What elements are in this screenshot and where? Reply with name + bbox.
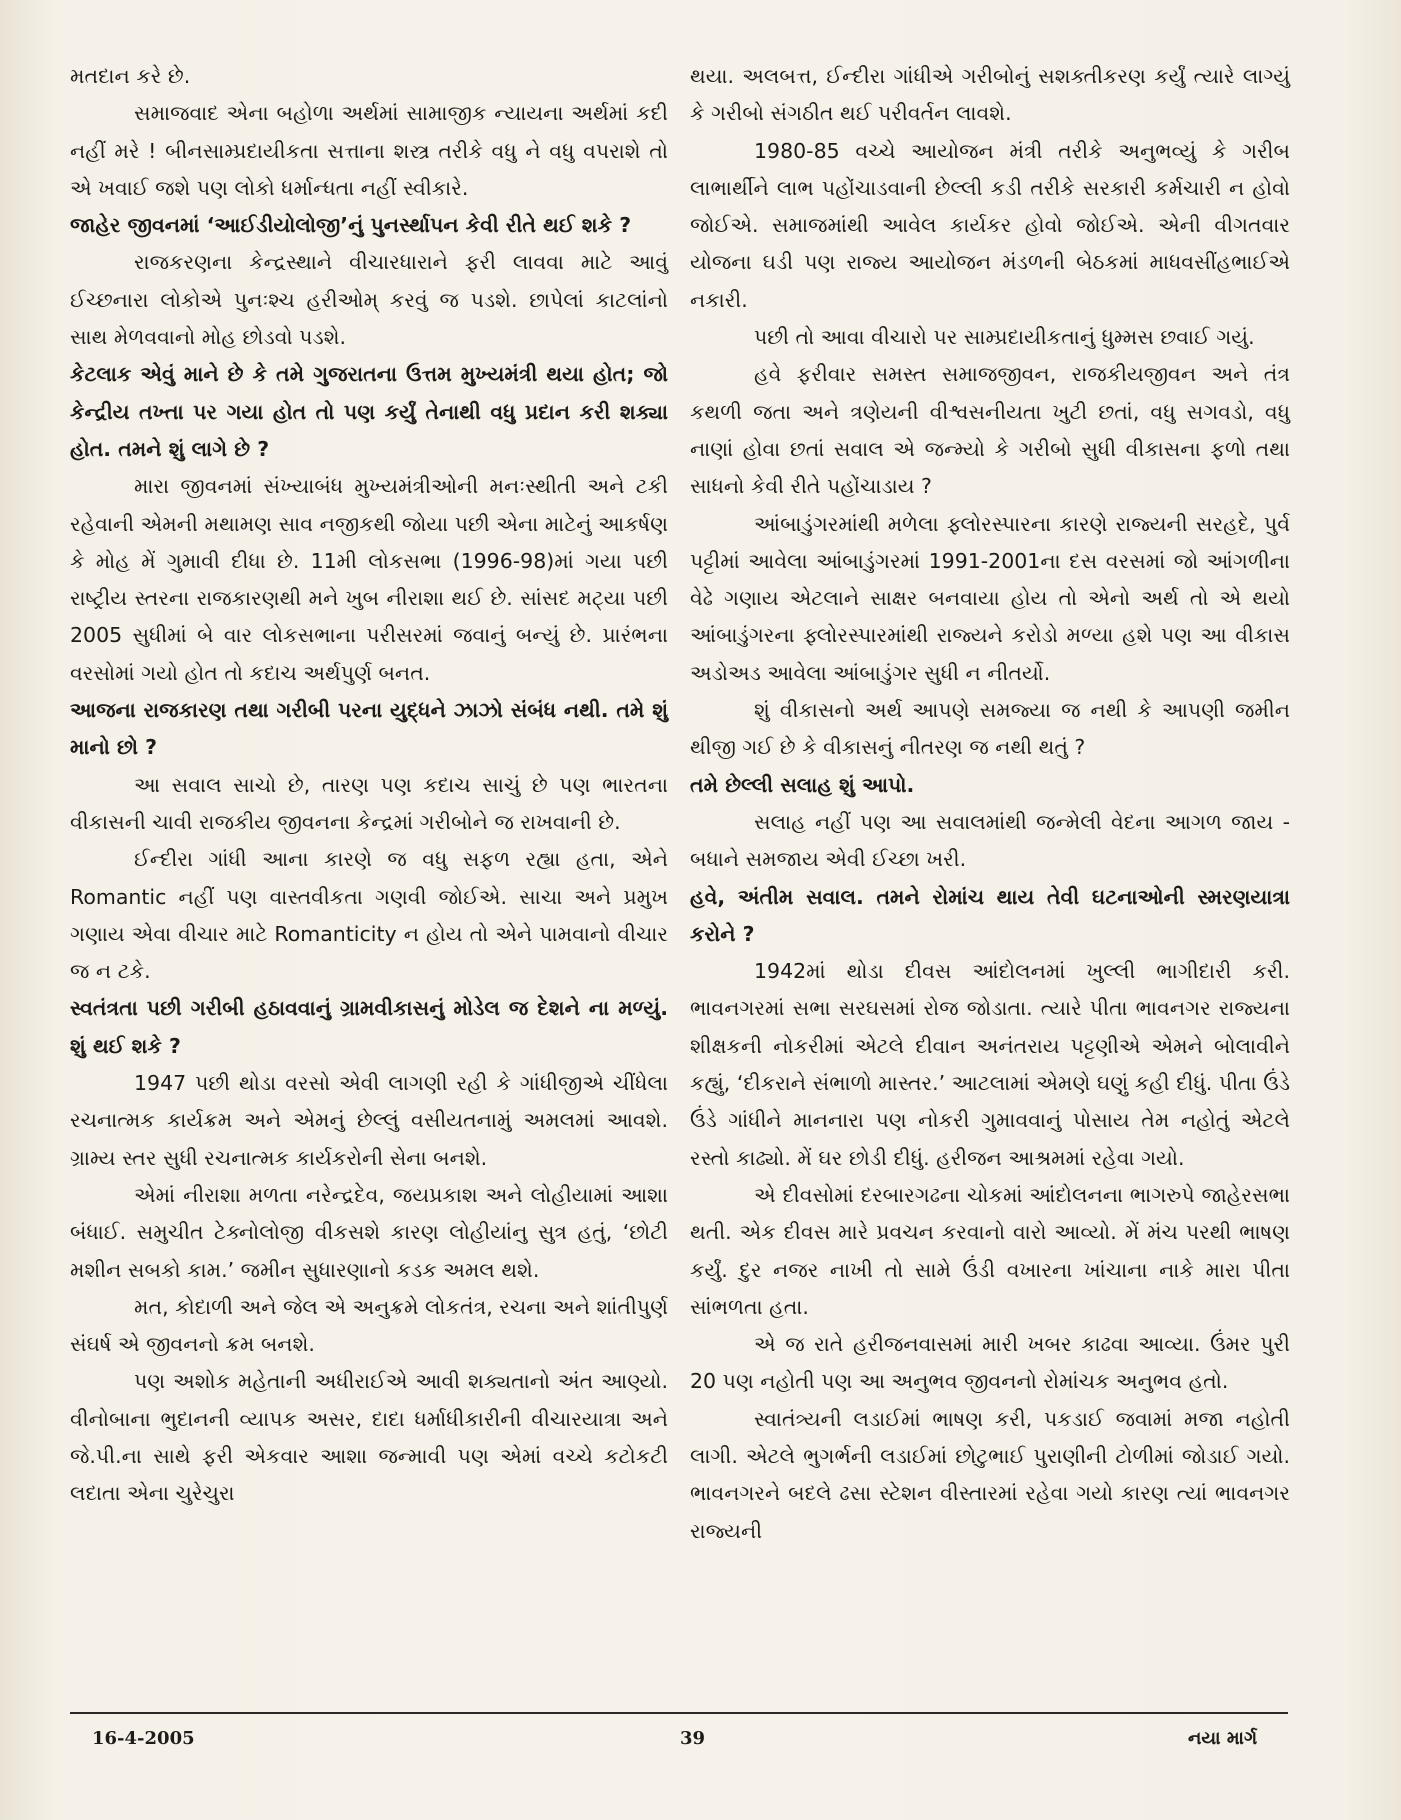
answer-paragraph: એ જ રાતે હરીજનવાસમાં મારી ખબર કાઢવા આવ્યા. ઉંમર પુરી 20 પણ નહોતી પણ આ અનુભવ જીવનનો રોમાંચક અનુભવ હતો. — [690, 1332, 1290, 1394]
answer-paragraph: 1942માં થોડા દીવસ આંદોલનમાં ખુલ્લી ભાગીદારી કરી. ભાવનગરમાં સભા સરઘસમાં રોજ જોડાતા. ત્યારે પીતા ભાવનગર રાજ્યના શીક્ષકની નોકરીમાં એટલે દીવાન અનંતરાય પટ્ટણીએ એમને બોલાવીને કહ્યું, ‘દીકરાને સંભાળો માસ્તર.’ આટલામાં એમણે ઘણું કહી દીધું. પીતા ઉંડે ઉંડે ગાંધીને માનનારા પણ નોકરી ગુમાવવાનું પોસાય તેમ નહોતું એટલે રસ્તો કાઢ્યો. મેં ઘર છોડી દીધું. હરીજન આશ્રમમાં રહેવા ગયો. — [690, 959, 1290, 1170]
answer-paragraph: પછી તો આવા વીચારો પર સામ્પ્રદાયીકતાનું ધુમ્મસ છવાઈ ગયું. — [754, 325, 1255, 350]
interview-question: સ્વતંત્રતા પછી ગરીબી હઠાવવાનું ગ્રામવીકાસનું મોડેલ જ દેશને ના મળ્યું. શું થઈ શકે ? — [70, 996, 668, 1058]
answer-paragraph: એ દીવસોમાં દરબારગઢના ચોકમાં આંદોલનના ભાગરુપે જાહેરસભા થતી. એક દીવસ મારે પ્રવચન કરવાનો વારો આવ્યો. મેં મંચ પરથી ભાષણ કર્યું. દુર નજર નાખી તો સામે ઉંડી વખારના ખાંચાના નાકે મારા પીતા સાંભળતા હતા. — [690, 1182, 1290, 1319]
interview-question: આજના રાજકારણ તથા ગરીબી પરના યુદ્ધને ઝાઝો સંબંધ નથી. તમે શું માનો છો ? — [70, 698, 668, 760]
answer-paragraph: આ સવાલ સાચો છે, તારણ પણ કદાચ સાચું છે પણ ભારતના વીકાસની ચાવી રાજકીય જીવનના કેન્દ્રમાં ગરીબોને જ રાખવાની છે. — [70, 772, 668, 834]
interview-question: જાહેર જીવનમાં ‘આઈડીયોલોજી’નું પુનર્સ્થાપન કેવી રીતે થઈ શકે ? — [70, 213, 632, 238]
issue-date: 16-4-2005 — [92, 1728, 195, 1749]
interview-question: તમે છેલ્લી સલાહ શું આપો. — [690, 772, 915, 797]
magazine-name: નયા માર્ગ — [1188, 1728, 1258, 1749]
interview-question: હવે, અંતીમ સવાલ. તમને રોમાંચ થાય તેવી ઘટનાઓની સ્મરણયાત્રા કરોને ? — [690, 884, 1290, 946]
answer-paragraph: થયા. અલબત્ત, ઈન્દીરા ગાંધીએ ગરીબોનું સશક્તીકરણ કર્યું ત્યારે લાગ્યું કે ગરીબો સંગઠીત થઈ પરીવર્તન લાવશે. — [690, 64, 1290, 126]
answer-paragraph: મત, કોદાળી અને જેલ એ અનુક્રમે લોકતંત્ર, રચના અને શાંતીપુર્ણ સંઘર્ષ એ જીવનનો ક્રમ બનશે. — [70, 1294, 668, 1357]
left-column — [70, 58, 668, 1513]
answer-paragraph: સમાજવાદ એના બહોળા અર્થમાં સામાજીક ન્યાયના અર્થમાં કદી નહીં મરે ! બીનસામ્પ્રદાયીકતા સત્તાના શસ્ત્ર તરીકે વધુ ને વધુ વપરાશે તો એ ખવાઈ જશે પણ લોકો ધર્માન્ધતા નહીં સ્વીકારે. — [70, 101, 668, 200]
answer-paragraph: આંબાડુંગરમાંથી મળેલા ફ્લોરસ્પારના કારણે રાજ્યની સરહદે, પુર્વ પટ્ટીમાં આવેલા આંબાડુંગરમાં 1991-2001ના દસ વરસમાં જો આંગળીના વેઢે ગણાય એટલાને સાક્ષર બનવાયા હોય તો એનો અર્થ તો એ થયો આંબાડુંગરના ફ્લોરસ્પારમાંથી રાજ્યને કરોડો મળ્યા હશે પણ આ વીકાસ અડોઅડ આવેલા આંબાડુંગર સુધી ન નીતર્યો. — [690, 511, 1290, 685]
answer-paragraph: 1947 પછી થોડા વરસો એવી લાગણી રહી કે ગાંધીજીએ ચીંધેલા રચનાત્મક કાર્યક્રમ અને એમનું છેલ્લું વસીયતનામું અમલમાં આવશે. ગ્રામ્ય સ્તર સુધી રચનાત્મક કાર્યકરોની સેના બનશે. — [70, 1071, 668, 1170]
answer-paragraph: સલાહ નહીં પણ આ સવાલમાંથી જન્મેલી વેદના આગળ જાય - બધાને સમજાય એવી ઈચ્છા ખરી. — [690, 809, 1290, 872]
right-column — [690, 58, 1290, 1550]
answer-paragraph: શું વીકાસનો અર્થ આપણે સમજ્યા જ નથી કે આપણી જમીન થીજી ગઈ છે કે વીકાસનું નીતરણ જ નથી થતું ? — [690, 698, 1290, 760]
page-number: 39 — [680, 1728, 706, 1749]
answer-paragraph: 1980-85 વચ્ચે આયોજન મંત્રી તરીકે અનુભવ્યું કે ગરીબ લાભાર્થીને લાભ પહોંચાડવાની છેલ્લી કડી તરીકે સરકારી કર્મચારી ન હોવો જોઈએ. સમાજમાંથી આવેલ કાર્યકર હોવો જોઈએ. એની વીગતવાર યોજના ઘડી પણ રાજ્ય આયોજન મંડળની બેઠકમાં માધવસીંહભાઈએ નકારી. — [690, 138, 1290, 312]
answer-paragraph: મારા જીવનમાં સંખ્યાબંધ મુખ્યમંત્રીઓની મનઃસ્થીતી અને ટકી રહેવાની એમની મથામણ સાવ નજીકથી જોયા પછી એના માટેનું આકર્ષણ કે મોહ મેં ગુમાવી દીધા છે. 11મી લોકસભા (1996-98)માં ગયા પછી રાષ્ટ્રીય સ્તરના રાજકારણથી મને ખુબ નીરાશા થઈ છે. સાંસદ મટ્યા પછી 2005 સુધીમાં બે વાર લોકસભાના પરીસરમાં જવાનું બન્યું છે. પ્રારંભના વરસોમાં ગયો હોત તો કદાચ અર્થપુર્ણ બનત. — [70, 474, 668, 685]
answer-paragraph: સ્વાતંત્ર્યની લડાઈમાં ભાષણ કરી, પકડાઈ જવામાં મજા નહોતી લાગી. એટલે ભુગર્ભની લડાઈમાં છોટુભાઈ પુરાણીની ટોળીમાં જોડાઈ ગયો. ભાવનગરને બદલે ઢસા સ્ટેશન વીસ્તારમાં રહેવા ગયો કારણ ત્યાં ભાવનગર રાજ્યની — [690, 1406, 1290, 1543]
answer-paragraph: પણ અશોક મહેતાની અધીરાઈએ આવી શક્યતાનો અંત આણ્યો. વીનોબાના ભુદાનની વ્યાપક અસર, દાદા ધર્માધીકારીની વીચારયાત્રા અને જે.પી.ના સાથે ફરી એકવાર આશા જન્માવી પણ એમાં વચ્ચે કટોકટી લદાતા એના ચુરેચુરા — [70, 1369, 668, 1506]
answer-paragraph: એમાં નીરાશા મળતા નરેન્દ્રદેવ, જયપ્રકાશ અને લોહીયામાં આશા બંધાઈ. સમુચીત ટેક્નોલોજી વીકસશે કારણ લોહીયાંનુ સુત્ર હતું, ‘છોટી મશીન સબકો કામ.’ જમીન સુધારણાનો કડક અમલ થશે. — [70, 1182, 668, 1282]
answer-paragraph: મતદાન કરે છે. — [70, 64, 191, 88]
footer-divider — [70, 1712, 1288, 1714]
interview-question: કેટલાક એવું માને છે કે તમે ગુજરાતના ઉત્તમ મુખ્યમંત્રી થયા હોત; જો કેન્દ્રીય તખ્તા પર ગયા હોત તો પણ કર્યું તેનાથી વધુ પ્રદાન કરી શક્યા હોત. તમને શું લાગે છે ? — [70, 362, 668, 461]
answer-paragraph: હવે ફરીવાર સમસ્ત સમાજજીવન, રાજકીયજીવન અને તંત્ર કથળી જતા અને ત્રણેયની વીશ્વસનીયતા ખુટી છતાં, વધુ સગવડો, વધુ નાણાં હોવા છતાં સવાલ એ જન્મ્યો કે ગરીબો સુધી વીકાસના ફળો તથા સાધનો કેવી રીતે પહોંચાડાય ? — [690, 362, 1290, 499]
answer-paragraph: ઈન્દીરા ગાંધી આના કારણે જ વધુ સફળ રહ્યા હતા, એને Romantic નહીં પણ વાસ્તવીકતા ગણવી જોઈએ. સાચા અને પ્રમુખ ગણાય એવા વીચાર માટે Romanticity ન હોય તો એને પામવાનો વીચાર જ ન ટકે. — [70, 847, 668, 984]
answer-paragraph: રાજકરણના કેન્દ્રસ્થાને વીચારધારાને ફરી લાવવા માટે આવું ઈચ્છનારા લોકોએ પુનઃશ્ચ હરીઓમ્ કરવું જ પડશે. છાપેલાં કાટલાંનો સાથ મેળવવાનો મોહ છોડવો પડશે. — [70, 250, 668, 350]
